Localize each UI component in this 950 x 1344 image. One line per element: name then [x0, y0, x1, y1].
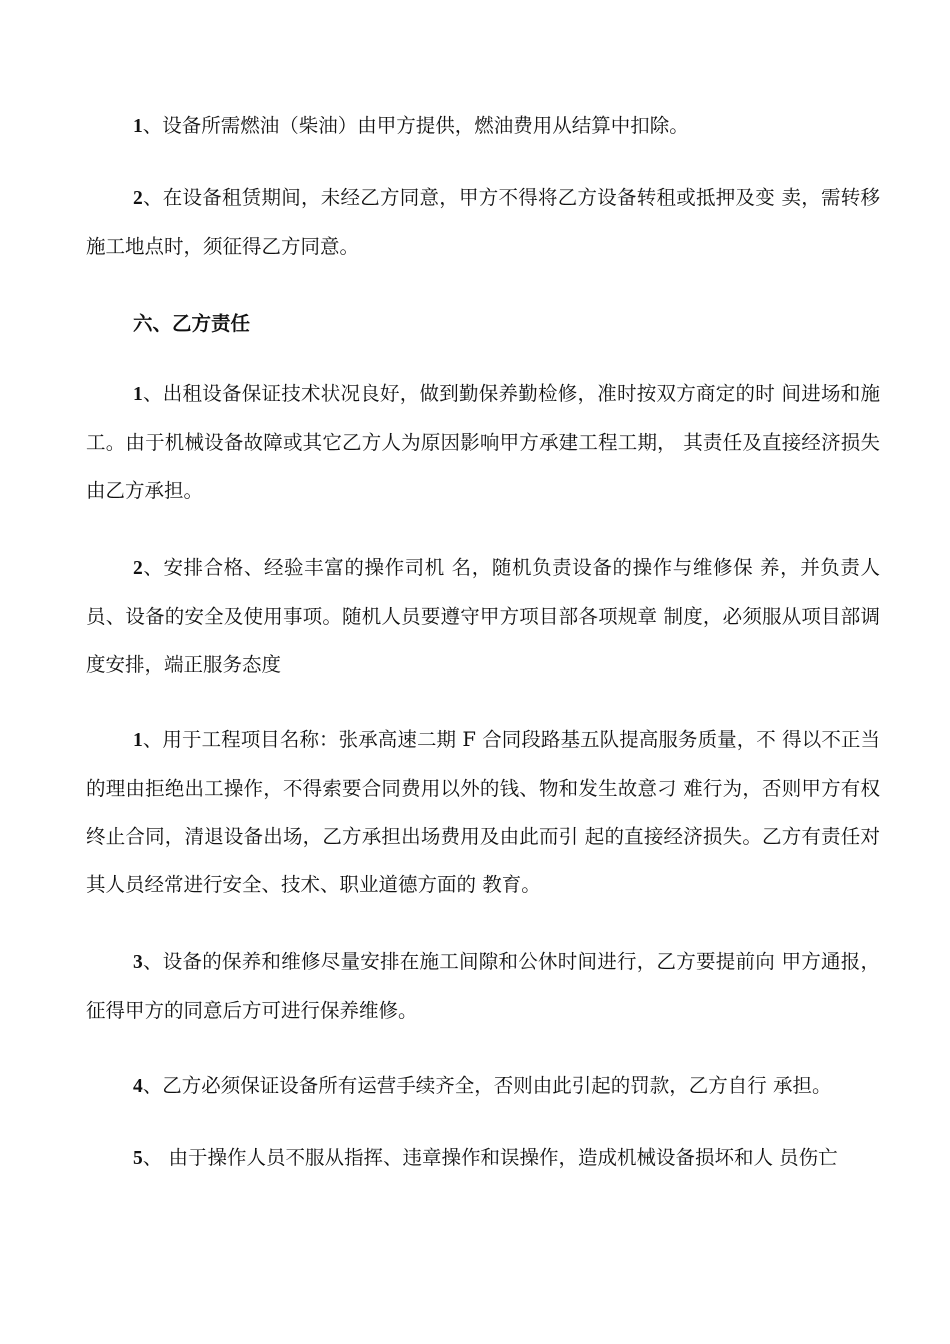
- clause-number: 4: [133, 1076, 143, 1097]
- clause-maintenance: [86, 938, 880, 1035]
- clause-text: 、乙方必须保证设备所有运营手续齐全，否则由此引起的罚款，乙方自行 承担。: [142, 1074, 832, 1097]
- section-heading: 六、乙方责任: [133, 312, 251, 335]
- clause-number: 1: [133, 116, 143, 137]
- clause-project-service: [86, 716, 880, 909]
- clause-number: 5: [133, 1148, 143, 1169]
- clause-text: 、用于工程项目名称：张承高速二期 F 合同段路基五队提高服务质量，不 得以不正当的理由拒绝出工操作，不得索要合同费用以外的钱、物和发生故意刁 难行为，否则甲方有权终止合同，清退设备出场，乙方承担出场费用及由此而引 起的直接经济损失。乙方有责任对其人员经常进行安全、技术、职业道德方面的 教育。: [86, 728, 880, 896]
- clause-permits: [86, 1062, 880, 1111]
- clause-number: 1: [133, 730, 143, 751]
- clause-misoperation: [86, 1134, 880, 1183]
- clause-text: 、在设备租赁期间，未经乙方同意，甲方不得将乙方设备转租或抵押及变 卖，需转移施工地点时，须征得乙方同意。: [86, 186, 880, 258]
- clause-sublease: [86, 174, 880, 271]
- clause-text: 、 由于操作人员不服从指挥、违章操作和误操作，造成机械设备损坏和人 员伤亡: [142, 1146, 838, 1169]
- clause-number: 1: [133, 384, 143, 405]
- clause-number: 3: [133, 952, 143, 973]
- clause-number: 2: [133, 188, 143, 209]
- clause-equipment-condition: [86, 370, 880, 515]
- clause-text: 、出租设备保证技术状况良好，做到勤保养勤检修，准时按双方商定的时 间进场和施工。由于机械设备故障或其它乙方人为原因影响甲方承建工程工期， 其责任及直接经济损失由乙方承担。: [86, 382, 880, 502]
- clause-text: 、设备的保养和维修尽量安排在施工间隙和公休时间进行，乙方要提前向 甲方通报，征得甲方的同意后方可进行保养维修。: [86, 950, 880, 1022]
- clause-fuel: [86, 102, 880, 151]
- clause-text: 、安排合格、经验丰富的操作司机 名，随机负责设备的操作与维修保 养，并负责人员、设备的安全及使用事项。随机人员要遵守甲方项目部各项规章 制度，必须服从项目部调度安排，端正服务态度: [86, 556, 880, 676]
- clause-operators: [86, 544, 880, 689]
- clause-number: 2: [133, 558, 143, 579]
- clause-text: 、设备所需燃油（柴油）由甲方提供，燃油费用从结算中扣除。: [142, 114, 689, 137]
